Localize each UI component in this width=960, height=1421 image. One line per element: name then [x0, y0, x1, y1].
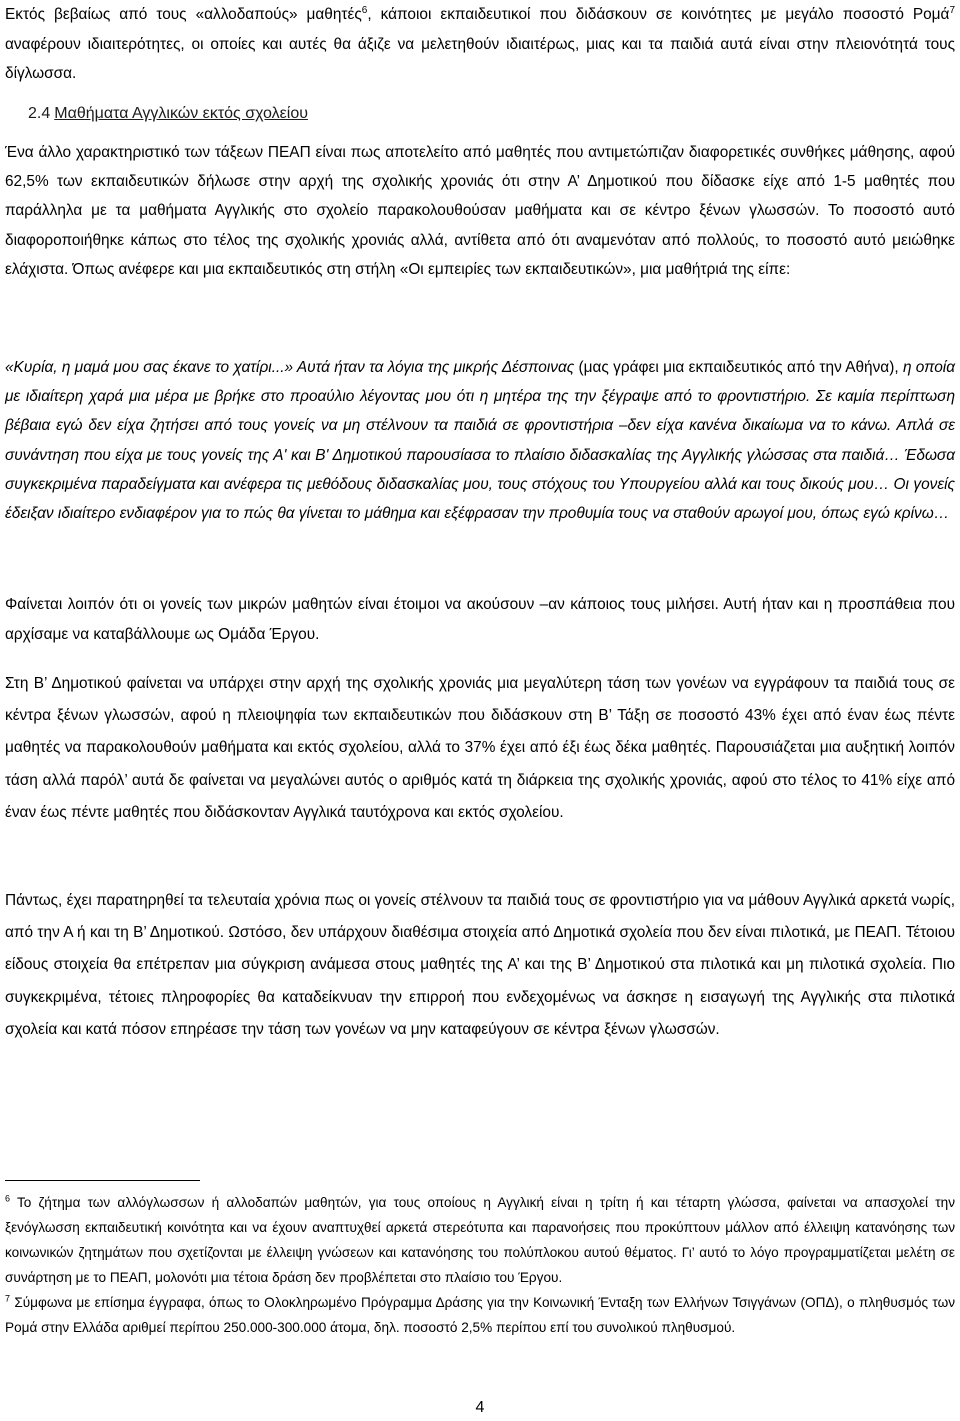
quote-text-a: «Κυρία, η μαμά μου σας έκανε το χατίρι...» Αυτά ήταν τα λόγια της μικρής Δέσποινας: [5, 359, 579, 376]
section-number: 2.4: [28, 105, 51, 122]
footnote-ref-7[interactable]: 7: [949, 4, 956, 16]
footnote-text-6: Το ζήτημα των αλλόγλωσσων ή αλλοδαπών μαθητών, για τους οποίους η Αγγλική είναι η τρίτη ή και τέταρτη γλώσσα, φαίνεται να απασχολεί την ξενόγλωσση εκπαιδευτική κοινότητα και να έχουν αναπτυχθεί αρκετά στερεότυπα και παρανοήσεις που προκύπτουν μάλλον από έλλειψη κατανόησης των κοινωνικών ζητημάτων που σχετίζονται με έλλειψη γνώσεων και κατανόησης του πολύπλοκου αυτού θέματος. Γι’ αυτό το λόγο προγραμματίζεται μελέτη σε συνάρτηση με το ΠΕΑΠ, μολονότι μια τέτοια δράση δεν προβλέπεται στο πλαίσιο του Έργου.: [5, 1195, 955, 1285]
footnote-mark-6: 6: [5, 1193, 11, 1204]
paragraph-intro: [5, 0, 955, 89]
paragraph-quote: [5, 353, 955, 528]
intro-text-c: αναφέρουν ιδιαιτερότητες, οι οποίες και αυτές θα άξιζε να μελετηθούν ιδιαιτέρως, μιας και τα παιδιά αυτά είναι στην πλειονότητά τους δίγλωσσα.: [5, 35, 955, 83]
footnote-6: [5, 1190, 955, 1290]
paragraph-second-grade: Στη Β’ Δημοτικού φαίνεται να υπάρχει στην αρχή της σχολικής χρονιάς μια μεγαλύτερη τάση των γονέων να εγγράφουν τα παιδιά τους σε κέντρα ξένων γλωσσών, αφού η πλειοψηφία των εκπαιδευτικών που διδάσκουν στη Β’ Τάξη σε ποσοστό 43% έχει από έναν έως πέντε μαθητές να παρακολουθούν μαθήματα και εκτός σχολείου, αλλά το 37% έχει από έξι έως δέκα μαθητές. Παρουσιάζεται μια αυξητική λοιπόν τάση αλλά παρόλ’ αυτά δε φαίνεται να μεγαλώνει αυτός ο αριθμός κατά τη διάρκεια της σχολικής χρονιάς, αφού στο τέλος το 41% είχε από έναν έως πέντε μαθητές που διδάσκονταν Αγγλικά ταυτόχρονα και εκτός σχολείου.: [5, 675, 955, 821]
quote-text-c: η οποία με ιδιαίτερη χαρά μια μέρα με βρήκε στο προαύλιο λέγοντας μου ότι η μητέρα της την ξέγραψε από το φροντιστήριο. Σε καμία περίπτωση βέβαια εγώ δεν είχα ζητήσει από τους γονείς να μη στέλνουν τα παιδιά σε φροντιστήρια –δεν είχα κανένα δικαίωμα να το κάνω. Απλά σε συνάντηση που είχα με τους γονείς της Α' και Β' Δημοτικού παρουσίασα το πλαίσιο διδασκαλίας της Αγγλικής γλώσσας στα παιδιά… Έδωσα συγκεκριμένα παραδείγματα και ανέφερα τις μεθόδους διδασκαλίας μου, τους στόχους του Υπουργείου αλλά και τους δικούς μου… Οι γονείς έδειξαν ιδιαίτερο ενδιαφέρον για το πώς θα γίνεται το μάθημα και εξέφρασαν την προθυμία τους να σταθούν αρωγοί μου, όπως εγώ κρίνω…: [5, 359, 956, 523]
section-title: Μαθήματα Αγγλικών εκτός σχολείου: [54, 105, 308, 122]
page-number: 4: [475, 1399, 485, 1416]
section-heading: [28, 100, 308, 128]
intro-text-b: , κάποιοι εκπαιδευτικοί που διδάσκουν σε κοινότητες με μεγάλο ποσοστό Ρομά: [367, 6, 950, 23]
footnote-7: [5, 1290, 955, 1340]
paragraph-peap-classes: Ένα άλλο χαρακτηριστικό των τάξεων ΠΕΑΠ είναι πως αποτελείτο από μαθητές που αντιμετώπιζαν διαφορετικές συνθήκες μάθησης, αφού 62,5% των εκπαιδευτικών δήλωσε στην αρχή της σχολικής χρονιάς ότι στην Α’ Δημοτικού που δίδασκε είχε από 1-5 μαθητές που παράλληλα με τα μαθήματα Αγγλικής στο σχολείο παρακολουθούσαν μαθήματα και σε κέντρο ξένων γλωσσών. Το ποσοστό αυτό διαφοροποιήθηκε κάπως στο τέλος της σχολικής χρονιάς αλλά, αντίθετα από ότι αναμενόταν από πολλούς, το ποσοστό αυτό μειώθηκε ελάχιστα. Όπως ανέφερε και μια εκπαιδευτικός στη στήλη «Οι εμπειρίες των εκπαιδευτικών», μια μαθήτριά της είπε:: [5, 144, 955, 278]
footnote-separator: [5, 1180, 200, 1181]
footnote-ref-6[interactable]: 6: [361, 4, 368, 16]
footnotes: [5, 1190, 955, 1340]
footnote-mark-7: 7: [5, 1293, 11, 1304]
paragraph-parents-ready: Φαίνεται λοιπόν ότι οι γονείς των μικρών μαθητών είναι έτοιμοι να ακούσουν –αν κάποιος τους μιλήσει. Αυτή ήταν και η προσπάθεια που αρχίσαμε να καταβάλλουμε ως Ομάδα Έργου.: [5, 596, 955, 643]
paragraph-pilot-schools: Πάντως, έχει παρατηρηθεί τα τελευταία χρόνια πως οι γονείς στέλνουν τα παιδιά τους σε φροντιστήριο για να μάθουν Αγγλικά αρκετά νωρίς, από την Α ή και τη Β’ Δημοτικού. Ωστόσο, δεν υπάρχουν διαθέσιμα στοιχεία από Δημοτικά σχολεία που δεν είναι πιλοτικά, με ΠΕΑΠ. Τέτοιου είδους στοιχεία θα επέτρεπαν μια σύγκριση ανάμεσα στους μαθητές της Α’ και της Β’ Δημοτικού στα πιλοτικά και μη πιλοτικά σχολεία. Πιο συγκεκριμένα, τέτοιες πληροφορίες θα καταδείκνυαν την επιρροή που ενδεχομένως να άσκησε η εισαγωγή της Αγγλικής στα πιλοτικά σχολεία και κατά πόσον επηρέασε την τάση των γονέων να μην καταφεύγουν σε κέντρα ξένων γλωσσών.: [5, 892, 955, 1038]
intro-text-a: Εκτός βεβαίως από τους «αλλοδαπούς» μαθητές: [5, 6, 362, 23]
quote-attribution: (μας γράφει μια εκπαιδευτικός από την Αθήνα),: [578, 359, 899, 376]
footnote-text-7: Σύμφωνα με επίσημα έγγραφα, όπως το Ολοκληρωμένο Πρόγραμμα Δράσης για την Κοινωνική Ένταξη των Ελλήνων Τσιγγάνων (ΟΠΔ), ο πληθυσμός των Ρομά στην Ελλάδα αριθμεί περίπου 250.000-300.000 άτομα, δηλ. ποσοστό 2,5% περίπου επί του συνολικού πληθυσμού.: [5, 1295, 955, 1335]
